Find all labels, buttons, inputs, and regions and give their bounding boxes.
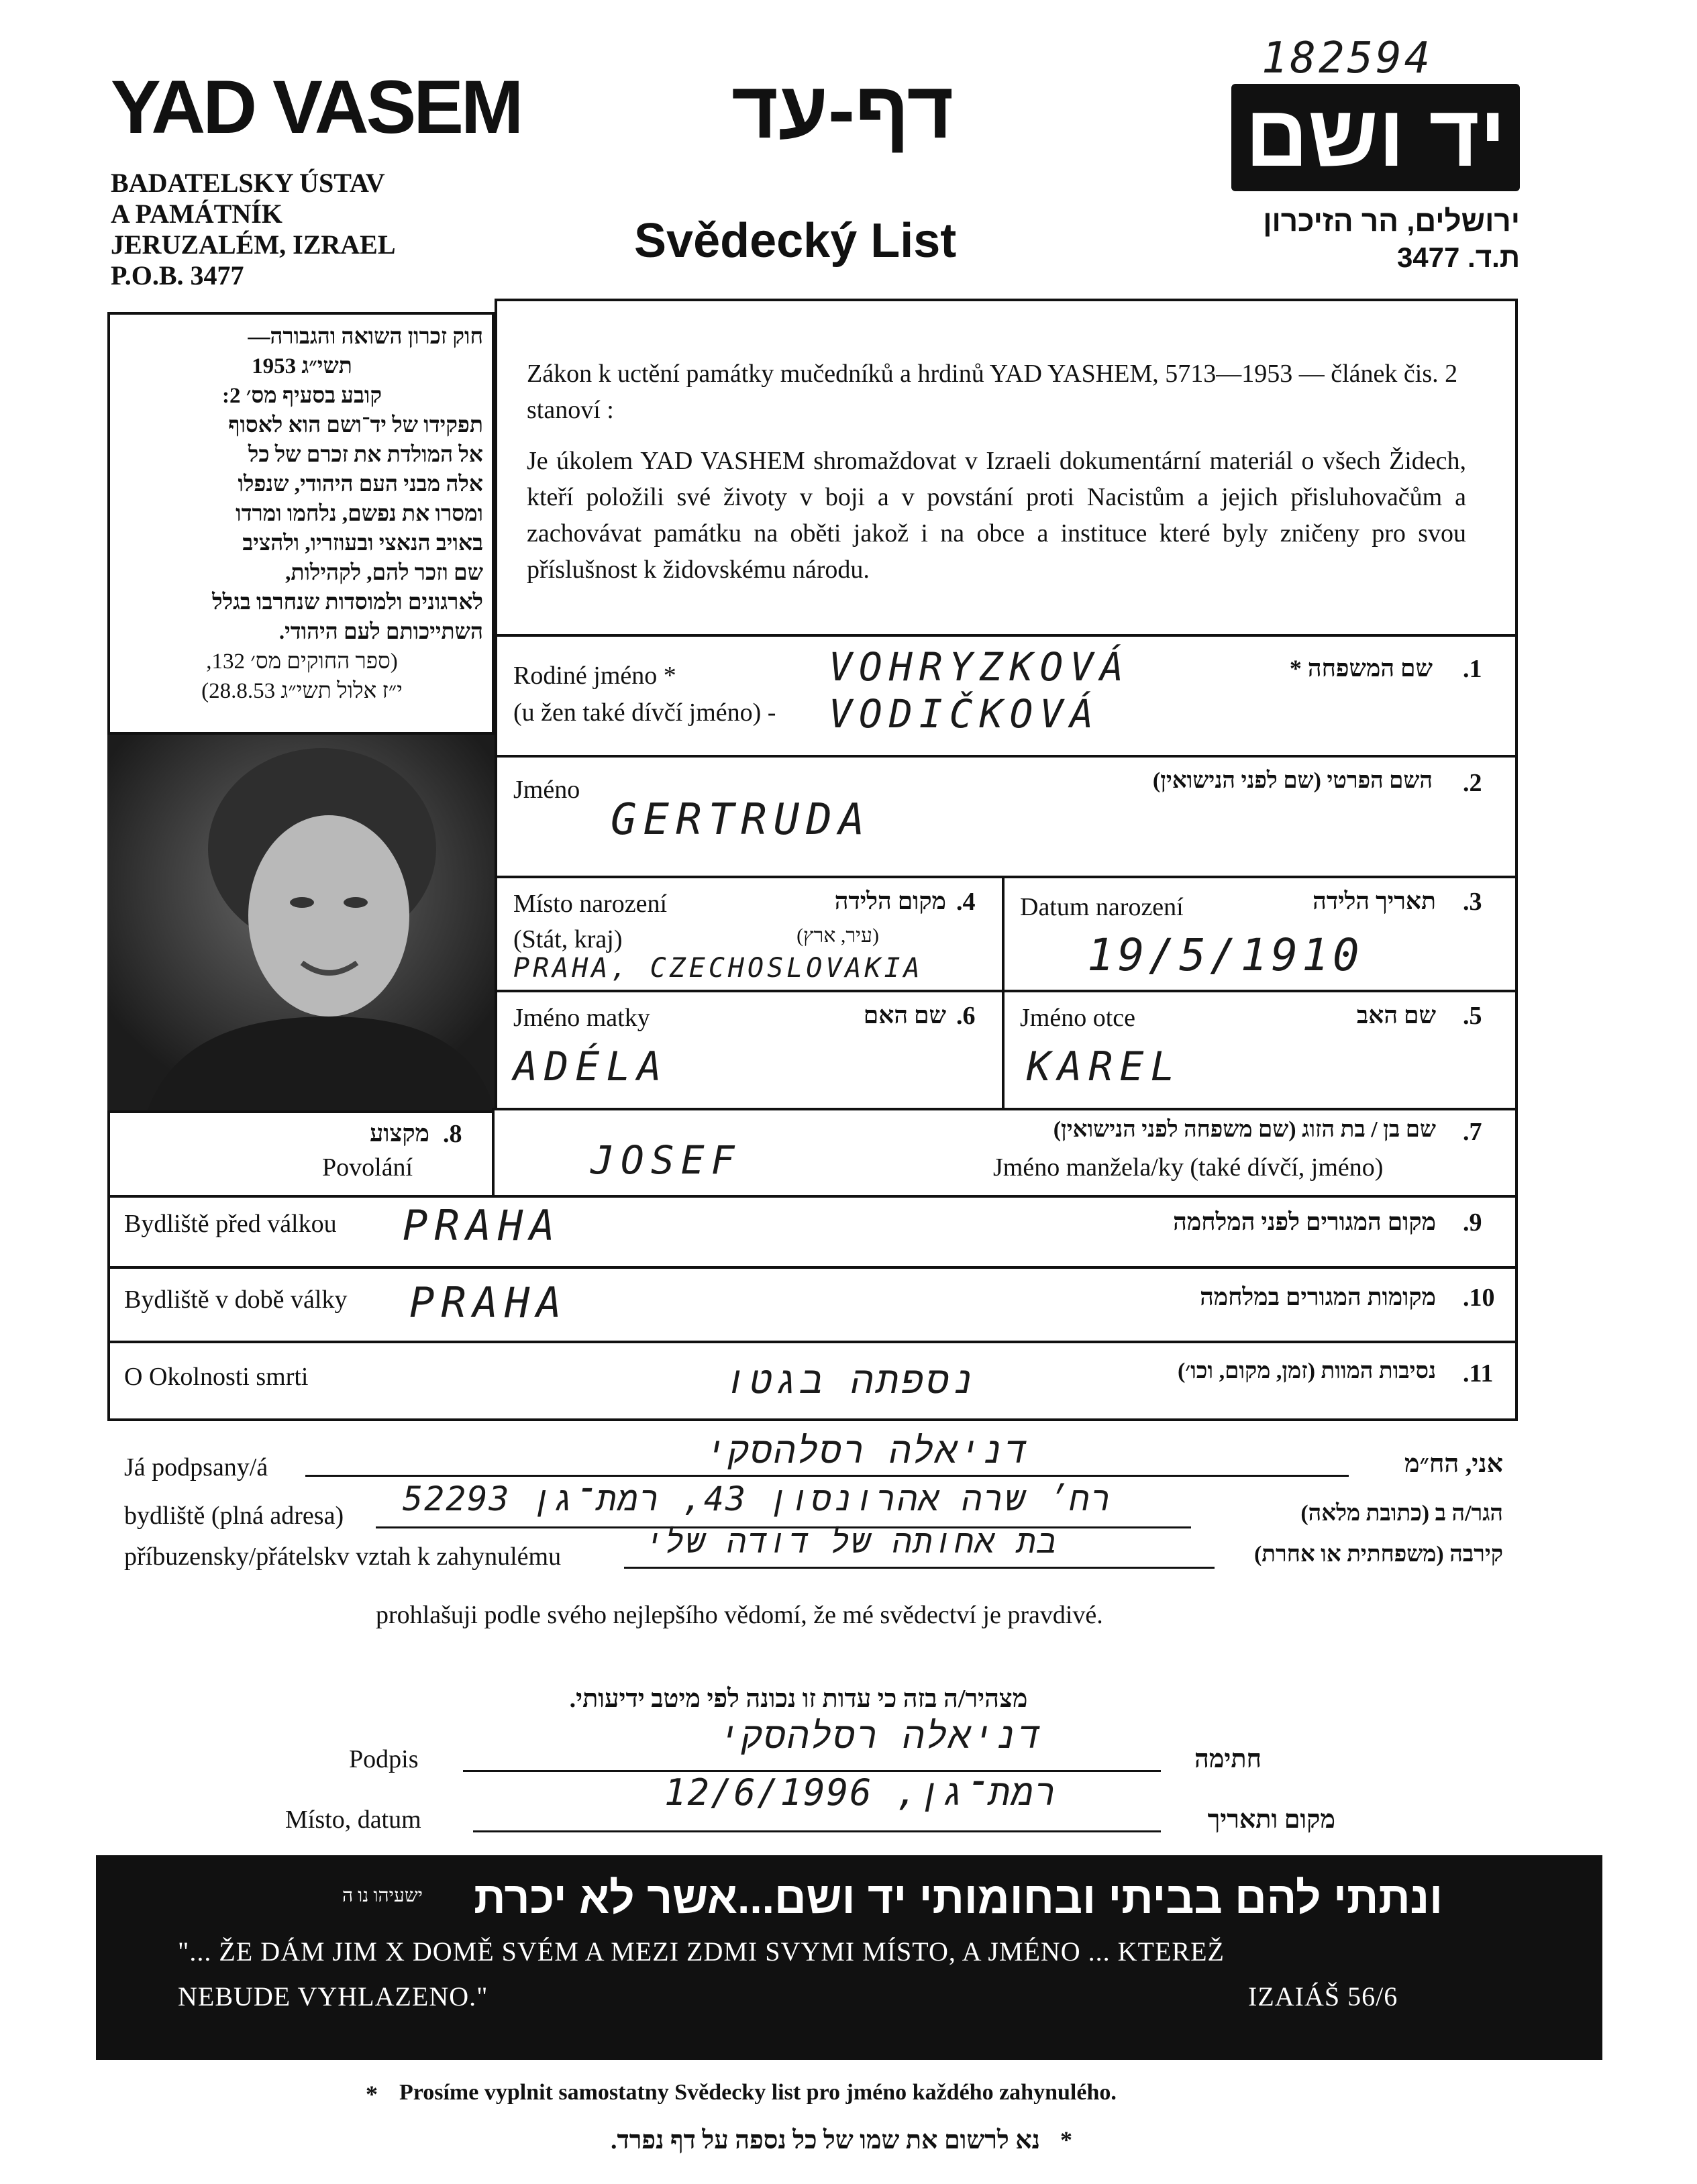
field7-num: .7 (1463, 1118, 1482, 1146)
field11-num: .11 (1463, 1359, 1494, 1388)
divider (495, 755, 1518, 758)
institute-line: P.O.B. 3477 (111, 260, 244, 291)
law-citation: י״ז אלול תשי״ג 28.8.53) (201, 679, 403, 703)
field8-num: .8 (443, 1120, 462, 1148)
place-label: Místo, datum (285, 1806, 421, 1834)
field6-value: ADÉLA (513, 1043, 668, 1090)
field2-value: GERTRUDA (611, 795, 872, 845)
law-line: קובע בסעיף מס׳ 2: (222, 384, 382, 408)
portrait-photo (107, 735, 495, 1110)
field9-num: .9 (1463, 1208, 1482, 1237)
law-czech-body: Je úkolem YAD VASHEM shromaždovat v Izraeli dokumentární materiál o všech Židech, kteří položili své životy v boji a v povstání proti Nacistům a jejich přisluhovačům a zachovávat památku na oběti jakož i na obce a instituce které byly zničeny pro svou příslušnost k židovskému národu. (527, 447, 1466, 584)
title-latin: YAD VASEM (111, 65, 521, 149)
field7-hebrew: שם בן / בת הזוג (שם משפחה לפני הנישואין) (1053, 1117, 1436, 1142)
banner-ref: IZAIÁŠ 56/6 (1248, 1981, 1398, 2012)
banner-czech-1: "... ŽE DÁM JIM X DOMĚ SVÉM A MEZI ZDMI SVYMI MÍSTO, A JMÉNO ... KTEREŽ (178, 1936, 1225, 1967)
field11-hebrew: נסיבות המוות (זמן, מקום, וכו׳) (1177, 1359, 1436, 1384)
field9-label: Bydliště před válkou (124, 1210, 337, 1238)
signature-hebrew: חתימה (1194, 1745, 1262, 1773)
law-line: ומסרו את נפשם, נלחמו ומרדו (236, 502, 483, 526)
field5-label: Jméno otce (1020, 1004, 1136, 1032)
field4-hebrew: מקום הלידה (834, 888, 946, 915)
institute-line: A PAMÁTNÍK (111, 199, 282, 229)
field7-value: JOSEF (590, 1137, 741, 1183)
address-label: bydliště (plná adresa) (124, 1502, 344, 1530)
law-line: אל המולדת את זכרם של כל (248, 443, 483, 467)
signature-label: Podpis (349, 1745, 419, 1773)
field5-hebrew: שם האב (1356, 1002, 1436, 1029)
field3-value: 19/5/1910 (1087, 929, 1364, 981)
field3-label: Datum narození (1020, 893, 1184, 921)
field4-label: Místo narození (513, 890, 668, 918)
divider (1002, 876, 1005, 1110)
field7-label: Jméno manžela/ky (také dívčí, jméno) (993, 1153, 1384, 1182)
divider (495, 990, 1518, 992)
field10-hebrew: מקומות המגורים במלחמה (1200, 1284, 1436, 1310)
law-line: חוק זכרון השואה והגבורה— (248, 325, 483, 349)
law-line: השתייכותם לעם היהודי. (278, 620, 483, 644)
field4-value: PRAHA, CZECHOSLOVAKIA (513, 953, 923, 984)
field6-hebrew: שם האם (863, 1002, 946, 1029)
field8-hebrew: מקצוע (369, 1120, 429, 1147)
law-line: באויב הנאצי ובעוזריו, ולהציב (242, 531, 483, 556)
footer-star: * (1060, 2126, 1072, 2153)
address-hebrew-2: ת.ד. 3477 (1396, 242, 1520, 273)
place-value: רמת־גן, 12/6/1996 (664, 1771, 1058, 1814)
banner-czech-2: NEBUDE VYHLAZENO." (178, 1981, 488, 2012)
field11-value: נספתה בגטו (725, 1359, 978, 1402)
field2-label: Jméno (513, 776, 580, 804)
institute-line: JERUZALÉM, IZRAEL (111, 229, 396, 260)
law-line: שם וזכר להם, לקהילות, (285, 561, 483, 585)
field4-hebrew2: (עיר, ארץ) (796, 925, 879, 947)
relation-value: בת אחותה של דודה שלי (644, 1523, 1058, 1561)
signer-label: Já podpsany/á (124, 1453, 268, 1481)
signer-hebrew: אני, הח״מ (1404, 1450, 1503, 1478)
field1-value: VOHRYZKOVÁ (829, 644, 1131, 690)
law-citation: (ספר החוקים מס׳ 132, (206, 649, 398, 674)
banner-hebrew: ונתתי להם בביתי ובחומותי יד ושם...אשר לא יכרת (474, 1873, 1443, 1922)
field6-num: .6 (956, 1002, 976, 1030)
field9-hebrew: מקום המגורים לפני המלחמה (1173, 1208, 1436, 1235)
field9-value: PRAHA (403, 1201, 562, 1250)
address-value: רח׳ שרה אהרונסון 43, רמת־גן 52293 (403, 1479, 1113, 1518)
field4-label2: (Stát, kraj) (513, 925, 623, 953)
logo (1231, 84, 1520, 191)
address-hebrew: הגר/ה ב (כתובת מלאה) (1300, 1501, 1503, 1526)
title-hebrew: דף-עד (731, 65, 954, 155)
law-line: תפקידו של יד־ושם הוא לאסוף (228, 413, 483, 437)
law-line: תשי״ג 1953 (252, 354, 352, 378)
form-title: Svědecký List (634, 214, 957, 268)
portrait-icon (107, 735, 495, 1110)
field2-hebrew: השם הפרטי (שם לפני הנישואין) (1152, 768, 1433, 793)
field10-value: PRAHA (409, 1278, 568, 1327)
divider (495, 876, 1518, 878)
signer-value: דניאלה רסלהסקי (705, 1429, 1028, 1471)
banner-hebrew-ref: ישעיהו נו ה (342, 1885, 423, 1906)
field5-value: KAREL (1027, 1043, 1182, 1090)
field1-label: Rodiné jméno * (513, 662, 676, 690)
law-line: לארגונים ולמוסדות שנחרבו בגלל (212, 590, 483, 615)
field1-label2: (u žen také dívčí jméno) - (513, 698, 776, 727)
footer-note-czech: Prosíme vyplnit samostatny Svědecky list pro jméno každého zahynulého. (399, 2080, 1117, 2105)
statement-hebrew: מצהיר/ה בזה כי עדות זו נכונה לפי מיטב ידיעותי. (569, 1685, 1028, 1713)
institute-lines (111, 168, 396, 291)
institute-line: BADATELSKY ÚSTAV (111, 168, 385, 198)
field10-num: .10 (1463, 1284, 1495, 1312)
handwritten-number: 182594 (1262, 34, 1433, 83)
field3-num: .3 (1463, 888, 1482, 916)
field10-label: Bydliště v době války (124, 1286, 348, 1314)
field5-num: .5 (1463, 1002, 1482, 1030)
law-czech-intro: Zákon k uctění památky mučedníků a hrdinů YAD YASHEM, 5713—1953 — článek čis. 2 stanoví : (527, 360, 1458, 424)
field1-value2: VODIČKOVÁ (829, 691, 1100, 737)
field6-label: Jméno matky (513, 1004, 650, 1032)
statement-czech: prohlašuji podle svého nejlepšího vědomí, že mé svědectví je pravdivé. (376, 1601, 1103, 1629)
field1-num: .1 (1463, 655, 1482, 683)
address-hebrew-1: ירושלים, הר הזיכרון (1263, 205, 1520, 238)
field4-num: .4 (956, 888, 976, 916)
law-line: אלה מבני העם היהודי, שנפלו (238, 472, 483, 497)
field1-hebrew: שם המשפחה * (1289, 655, 1433, 682)
law-hebrew (121, 322, 483, 706)
footer-star: * (366, 2081, 378, 2108)
signature-value: דניאלה רסלהסקי (718, 1714, 1041, 1757)
place-hebrew: מקום ותאריך (1207, 1806, 1335, 1834)
field11-label: O Okolnosti smrti (124, 1363, 309, 1391)
field8-label: Povolání (322, 1153, 413, 1182)
logo-text: יד ושם (1245, 87, 1506, 185)
footer-note-hebrew: נא לרשום את שמו של כל נספה על דף נפרד. (610, 2126, 1040, 2154)
relation-hebrew: קירבה (משפחתית או אחרת) (1253, 1542, 1503, 1567)
relation-label: příbuzensky/přátelskv vztah k zahynulému (124, 1543, 562, 1571)
field3-hebrew: תאריך הלידה (1313, 888, 1436, 915)
field2-num: .2 (1463, 769, 1482, 797)
divider (495, 634, 1518, 637)
